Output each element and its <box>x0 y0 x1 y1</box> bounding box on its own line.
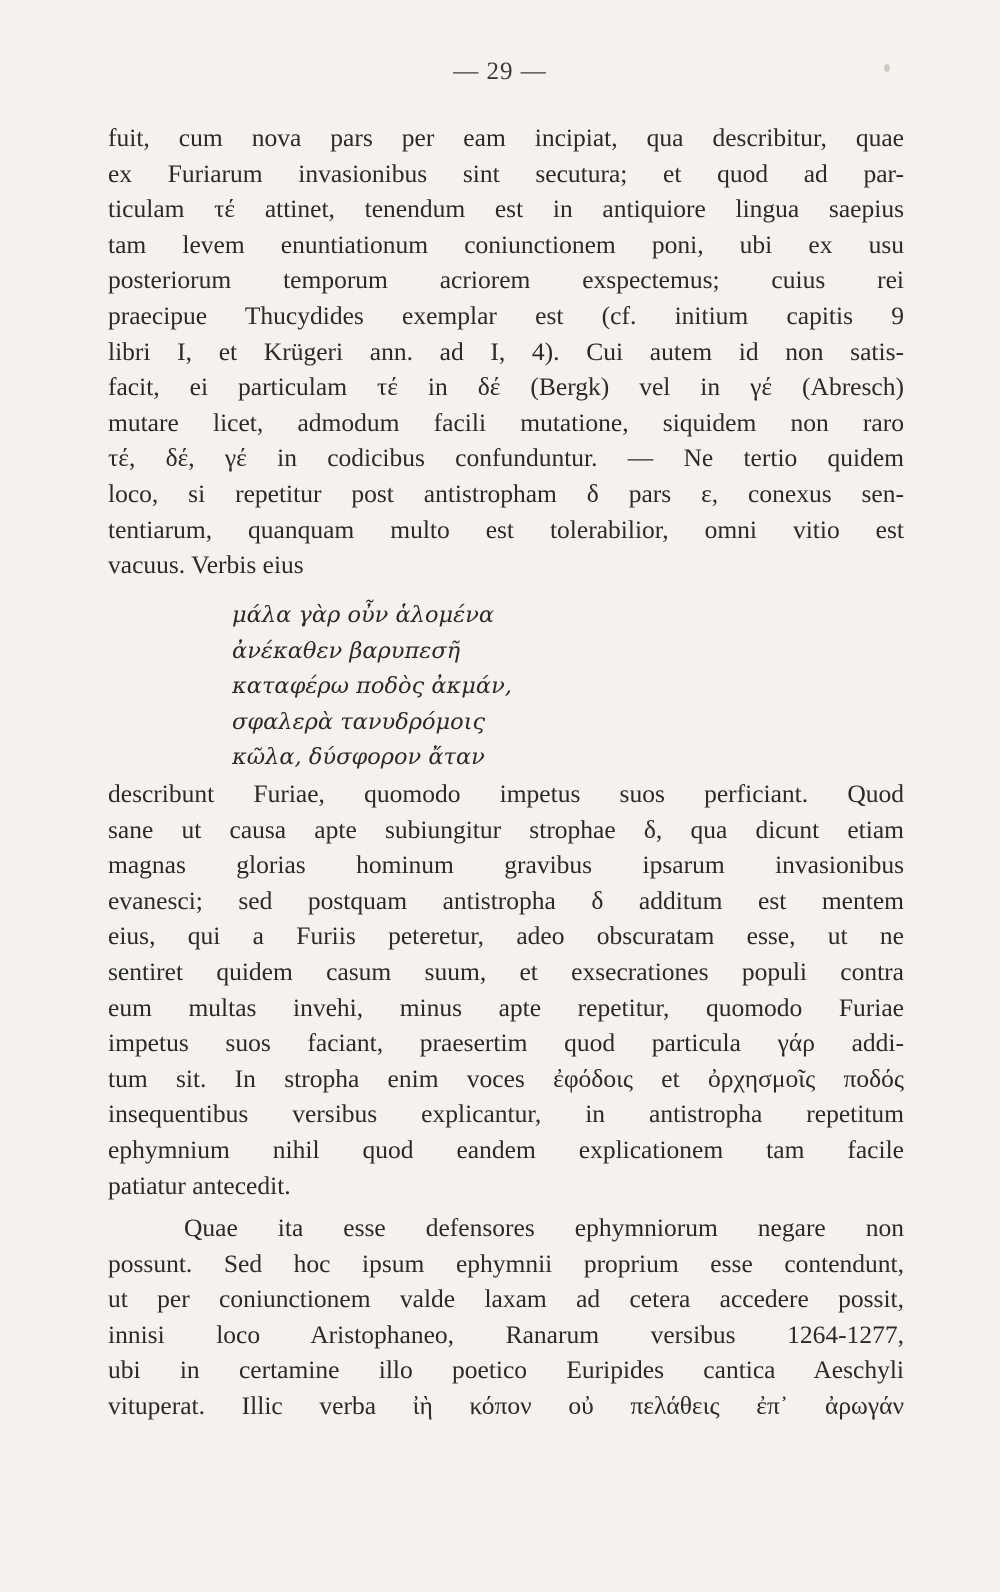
text-line: tentiarum, quanquam multo est tolerabilior, omni vitio est <box>108 514 904 544</box>
text-line: vituperat. Illic verba ἰὴ κόπον οὐ πελάθεις ἐπ᾽ ἀρωγάν <box>108 1390 904 1420</box>
text-line: praecipue Thucydides exemplar est (cf. initium capitis 9 <box>108 300 904 330</box>
paragraph-1 <box>108 120 904 583</box>
text-line: ex Furiarum invasionibus sint secutura; et quod ad par- <box>108 158 904 188</box>
text-line: tam levem enuntiationum coniunctionem poni, ubi ex usu <box>108 229 904 259</box>
verse-line: κῶλα, δύσφορον ἄταν <box>232 744 485 771</box>
text-line: magnas glorias hominum gravibus ipsarum invasionibus <box>108 850 904 880</box>
text-line: innisi loco Aristophaneo, Ranarum versibus 1264-1277, <box>108 1319 904 1349</box>
text-line: patiatur antecedit. <box>108 1170 291 1200</box>
verse-line: σφαλερὰ τανυδρόμοις <box>232 708 486 735</box>
page-number: — 29 — <box>453 58 547 85</box>
text-line: describunt Furiae, quomodo impetus suos perficiant. Quod <box>108 779 904 808</box>
verse-line: ἀνέκαθεν βαρυπεσῆ <box>232 637 461 664</box>
text-line: vacuus. Verbis eius <box>108 550 304 580</box>
text-line: ticulam τέ attinet, tenendum est in antiquiore lingua saepius <box>108 194 904 224</box>
paragraph-2 <box>108 776 904 1203</box>
text-line: ephymnium nihil quod eandem explicationem tam facile <box>108 1134 904 1164</box>
text-line: evanesci; sed postquam antistropha δ additum est mentem <box>108 885 904 915</box>
verse-line: καταφέρω ποδὸς ἀκμάν, <box>232 673 512 700</box>
text-line: possunt. Sed hoc ipsum ephymnii proprium esse contendunt, <box>108 1248 904 1278</box>
text-line: posteriorum temporum acriorem exspectemus; cuius rei <box>108 265 904 295</box>
text-line: libri I, et Krügeri ann. ad I, 4). Cui autem id non satis- <box>108 336 904 366</box>
text-line: fuit, cum nova pars per eam incipiat, qua describitur, quae <box>108 123 904 152</box>
text-line: sane ut causa apte subiungitur strophae δ, qua dicunt etiam <box>108 814 904 844</box>
text-line: loco, si repetitur post antistropham δ pars ε, conexus sen- <box>108 478 904 508</box>
text-line: eum multas invehi, minus apte repetitur, quomodo Furiae <box>108 992 904 1022</box>
text-line: tum sit. In stropha enim voces ἐφόδοις et ὀρχησμοῖς ποδός <box>108 1063 904 1093</box>
text-line: facit, ei particulam τέ in δέ (Bergk) vel in γέ (Abresch) <box>108 372 904 402</box>
text-line: τέ, δέ, γέ in codicibus confunduntur. — Ne tertio quidem <box>108 443 904 473</box>
greek-verse-quote <box>232 598 512 776</box>
text-line: ut per coniunctionem valde laxam ad cetera accedere possit, <box>108 1284 904 1314</box>
text-line: insequentibus versibus explicantur, in antistropha repetitum <box>108 1099 904 1129</box>
text-line: Quae ita esse defensores ephymniorum negare non <box>184 1213 904 1242</box>
text-line: eius, qui a Furiis peteretur, adeo obscuratam esse, ut ne <box>108 921 904 951</box>
text-line: ubi in certamine illo poetico Euripides cantica Aeschyli <box>108 1355 904 1385</box>
paragraph-3 <box>108 1210 904 1424</box>
text-line: mutare licet, admodum facili mutatione, siquidem non raro <box>108 407 904 437</box>
verse-line: μάλα γὰρ οὖν ἁλομένα <box>232 602 495 628</box>
text-line: impetus suos faciant, praesertim quod particula γάρ addi- <box>108 1028 904 1058</box>
text-line: sentiret quidem casum suum, et exsecrationes populi contra <box>108 956 904 986</box>
